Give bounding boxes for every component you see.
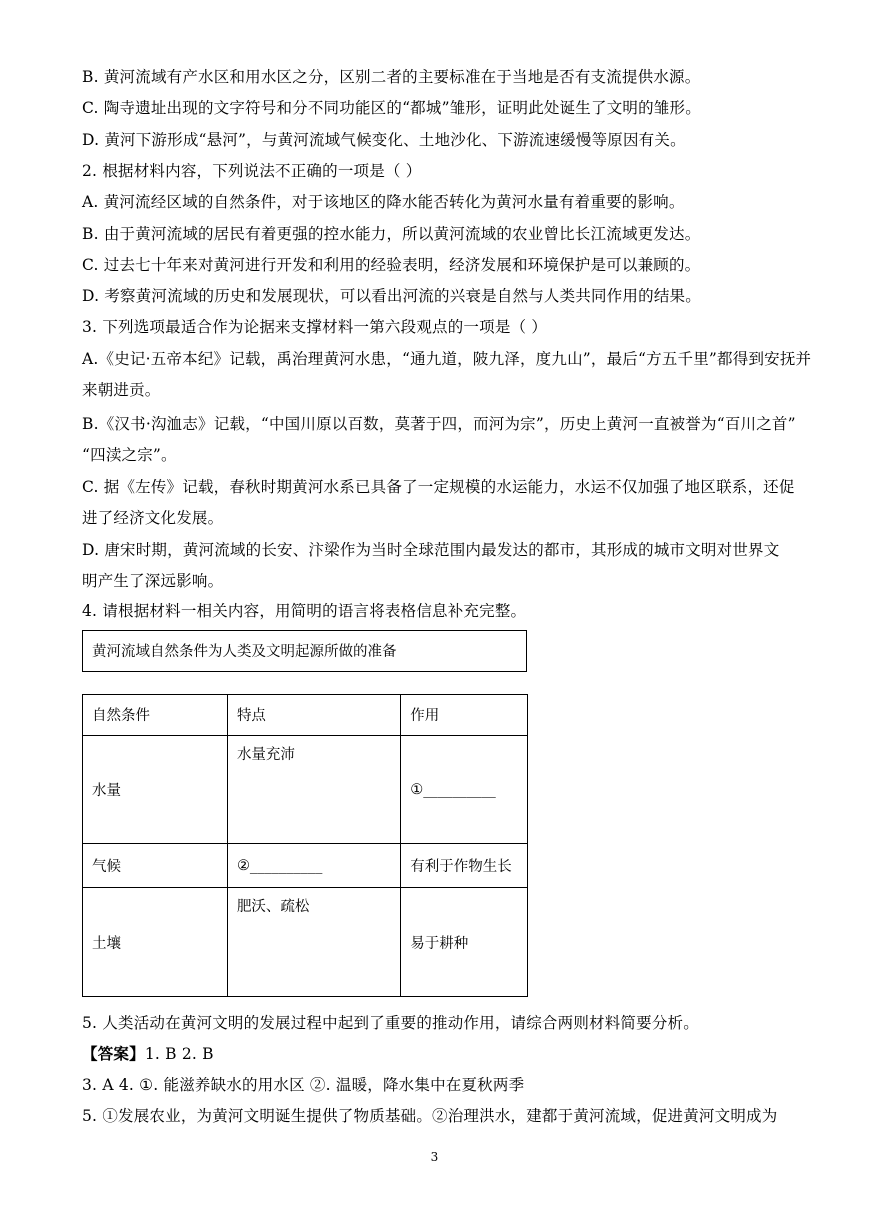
question-4: 4. 请根据材料一相关内容，用简明的语言将表格信息补充完整。	[82, 602, 527, 620]
option-c-q3: C. 据《左传》记载，春秋时期黄河水系已具备了一定规模的水运能力，水运不仅加强了地区联系，还促	[82, 478, 795, 496]
answer-line-1	[82, 1044, 791, 1064]
page-number: 3	[430, 1150, 439, 1164]
table-header-cell: 自然条件	[83, 695, 228, 736]
question-5: 5. 人类活动在黄河文明的发展过程中起到了重要的推动作用，请综合两则材料简要分析。	[82, 1014, 699, 1032]
natural-conditions-table	[82, 694, 528, 997]
answer-line-2: 3. A 4. ①. 能滋养缺水的用水区 ②. 温暖，降水集中在夏秋两季	[82, 1076, 525, 1094]
option-b-q1: B. 黄河流域有产水区和用水区之分，区别二者的主要标准在于当地是否有支流提供水源。	[82, 68, 701, 86]
table-cell: 水量	[83, 736, 228, 844]
option-d-q3-cont: 明产生了深远影响。	[82, 572, 224, 590]
option-a-q2: A. 黄河流经区域的自然条件，对于该地区的降水能否转化为黄河水量有着重要的影响。	[82, 193, 685, 211]
option-b-q3-cont: “四渎之宗”。	[82, 446, 177, 464]
option-b-q2: B. 由于黄河流域的居民有着更强的控水能力，所以黄河流域的农业曾比长江流域更发达。	[82, 225, 701, 243]
table-cell-blank: ①__________	[401, 736, 528, 844]
question-2: 2. 根据材料内容，下列说法不正确的一项是（ ）	[82, 162, 422, 180]
option-c-q3-cont: 进了经济文化发展。	[82, 509, 224, 527]
question-3: 3. 下列选项最适合作为论据来支撑材料一第六段观点的一项是（ ）	[82, 318, 548, 336]
table-header-row	[83, 695, 528, 736]
option-c-q1: C. 陶寺遗址出现的文字符号和分不同功能区的“都城”雏形，证明此处诞生了文明的雏形。	[82, 99, 701, 117]
option-b-q3: B.《汉书·沟洫志》记载，“中国川原以百数，莫著于四，而河为宗”，历史上黄河一直被誉为“百川之首”	[82, 415, 796, 433]
option-a-q3-cont: 来朝进贡。	[82, 381, 161, 399]
table-header-cell: 作用	[401, 695, 528, 736]
table-cell: 肥沃、疏松	[227, 888, 400, 997]
option-a-q3: A.《史记·五帝本纪》记载，禹治理黄河水患，“通九道，陂九泽，度九山”，最后“方五千里”都得到安抚并	[82, 350, 812, 368]
answer-text: 1. B 2. B	[144, 1045, 214, 1063]
option-c-q2: C. 过去七十年来对黄河进行开发和利用的经验表明，经济发展和环境保护是可以兼顾的。	[82, 256, 701, 274]
table-header-cell: 特点	[227, 695, 400, 736]
table-cell: 气候	[83, 844, 228, 888]
answer-line-3: 5. ①发展农业，为黄河文明诞生提供了物质基础。②治理洪水，建都于黄河流域，促进黄河文明成为	[82, 1107, 778, 1125]
answer-label: 【答案】	[82, 1044, 145, 1063]
table-row	[83, 736, 528, 844]
table-cell: 有利于作物生长	[401, 844, 528, 888]
table-row	[83, 888, 528, 997]
option-d-q2: D. 考察黄河流域的历史和发展现状，可以看出河流的兴衰是自然与人类共同作用的结果。	[82, 287, 701, 305]
table-cell-blank: ②__________	[227, 844, 400, 888]
table-title: 黄河流域自然条件为人类及文明起源所做的准备	[82, 630, 527, 672]
table-cell: 水量充沛	[227, 736, 400, 844]
table-row	[83, 844, 528, 888]
option-d-q3: D. 唐宋时期，黄河流域的长安、汴梁作为当时全球范围内最发达的都市，其形成的城市文明对世界文	[82, 541, 780, 559]
option-d-q1: D. 黄河下游形成“悬河”，与黄河流域气候变化、土地沙化、下游流速缓慢等原因有关。	[82, 131, 686, 149]
table-cell: 土壤	[83, 888, 228, 997]
table-cell: 易于耕种	[401, 888, 528, 997]
